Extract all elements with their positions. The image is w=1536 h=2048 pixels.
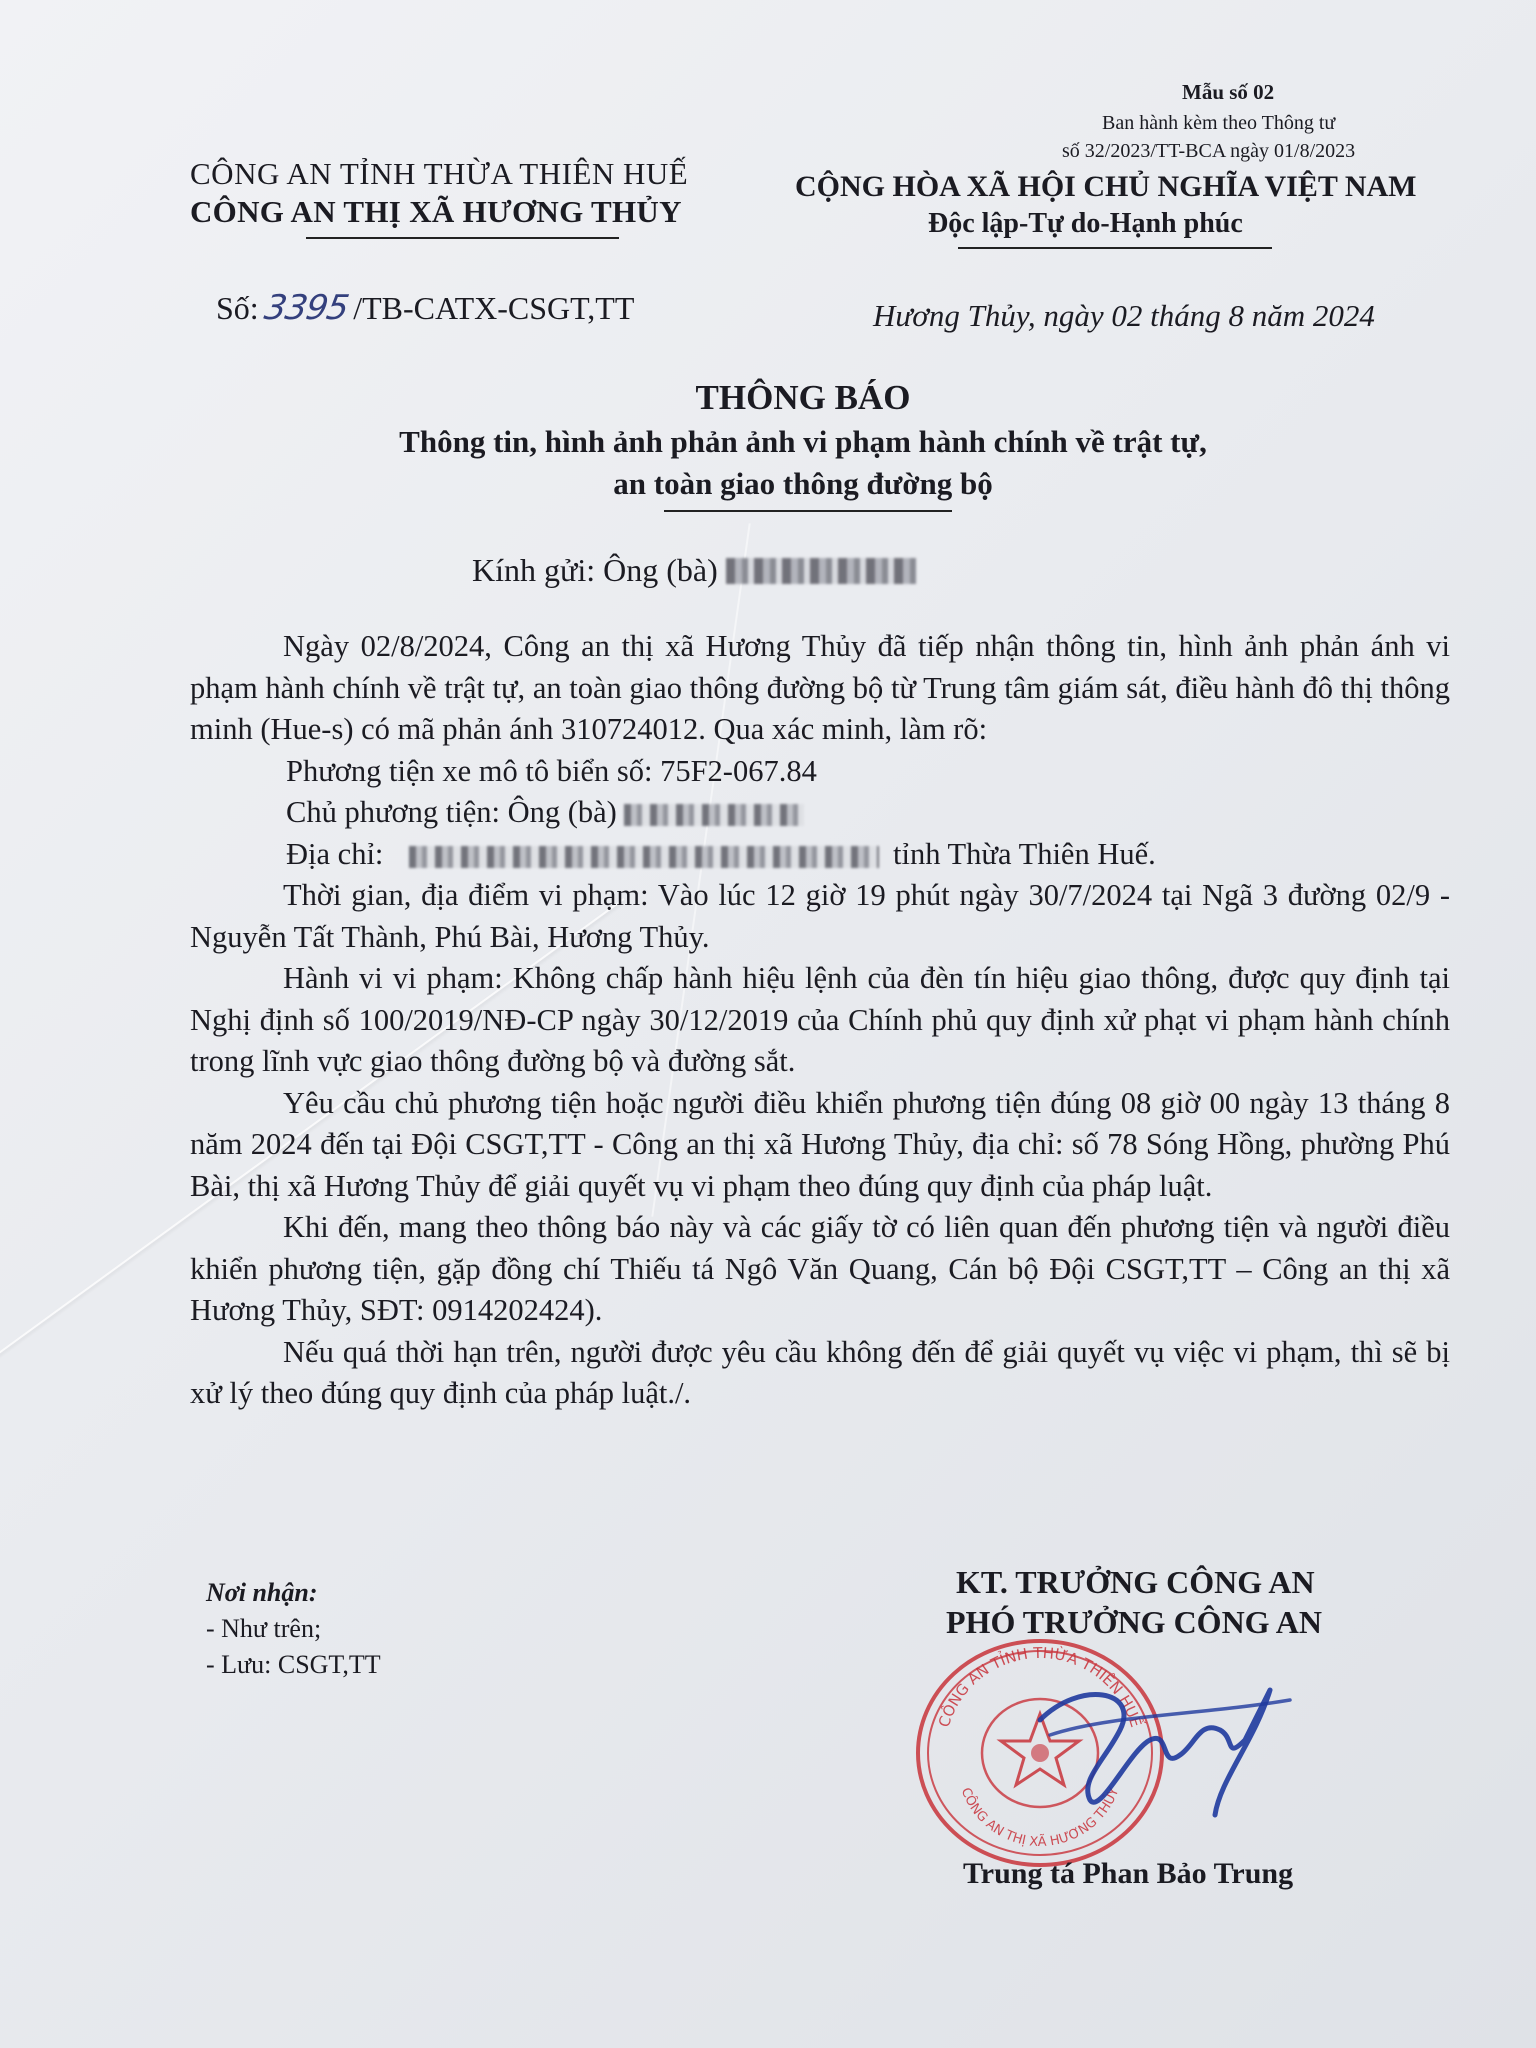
document-number	[216, 288, 634, 328]
motto-underline	[958, 247, 1272, 249]
national-title: CỘNG HÒA XÃ HỘI CHỦ NGHĨA VIỆT NAM	[795, 170, 1417, 203]
place-date: Hương Thủy, ngày 02 tháng 8 năm 2024	[873, 298, 1375, 333]
handwritten-signature	[1020, 1660, 1310, 1830]
document-number-prefix: Số:	[216, 290, 259, 326]
intro-paragraph: Ngày 02/8/2024, Công an thị xã Hương Thủy đã tiếp nhận thông tin, hình ảnh phản ánh vi phạm hành chính về trật tự, an toàn giao thông đường bộ từ Trung tâm giám sát, điều hành đô thị thông minh (Hue-s) có mã phản ánh 310724012. Qua xác minh, làm rõ:	[190, 629, 1450, 746]
body-text	[190, 626, 1450, 1415]
stamp-bottom-text: CÔNG AN THỊ XÃ HƯƠNG THỦY	[957, 1785, 1123, 1851]
recipients-item: - Lưu: CSGT,TT	[206, 1650, 381, 1679]
national-motto: Độc lập-Tự do-Hạnh phúc	[928, 208, 1243, 239]
signer-name: Trung tá Phan Bảo Trung	[963, 1857, 1294, 1890]
redacted-owner	[624, 804, 804, 826]
signer-title: KT. TRƯỞNG CÔNG AN	[956, 1564, 1315, 1600]
owner-line	[190, 792, 1450, 834]
agency-underline	[306, 237, 619, 239]
document-subtitle-line2: an toàn giao thông đường bộ	[613, 466, 993, 501]
form-number: Mẫu số 02	[1182, 80, 1275, 104]
document-number-handwritten: 3395	[261, 288, 351, 328]
address-province: tỉnh Thừa Thiên Huế.	[893, 836, 1156, 871]
recipients-label: Nơi nhận:	[206, 1578, 318, 1607]
address-line	[190, 834, 1450, 876]
redacted-name	[726, 558, 916, 584]
request-paragraph: Yêu cầu chủ phương tiện hoặc người điều khiển phương tiện đúng 08 giờ 00 ngày 13 tháng 8 năm 2024 đến tại Đội CSGT,TT - Công an thị xã Hương Thủy, địa chỉ: số 78 Sóng Hồng, phường Phú Bài, thị xã Hương Thủy để giải quyết vụ vi phạm theo đúng quy định của pháp luật.	[190, 1085, 1450, 1203]
bring-documents-paragraph: Khi đến, mang theo thông báo này và các giấy tờ có liên quan đến phương tiện và người điều khiển phương tiện, gặp đồng chí Thiếu tá Ngô Văn Quang, Cán bộ Đội CSGT,TT – Công an thị xã Hương Thủy, SĐT: 0914202424).	[190, 1210, 1450, 1327]
warning-paragraph: Nếu quá thời hạn trên, người được yêu cầu không đến để giải quyết vụ việc vi phạm, thì sẽ bị xử lý theo đúng quy định của pháp luật./.	[190, 1334, 1450, 1410]
parent-agency: CÔNG AN TỈNH THỪA THIÊN HUẾ	[190, 156, 689, 191]
address-label: Địa chỉ:	[286, 836, 384, 871]
redacted-address	[409, 846, 879, 868]
time-place-paragraph: Thời gian, địa điểm vi phạm: Vào lúc 12 giờ 19 phút ngày 30/7/2024 tại Ngã 3 đường 02/9 - Nguyễn Tất Thành, Phú Bài, Hương Thủy.	[190, 878, 1450, 954]
stamp-top-text: CÔNG AN TỈNH THỪA THIÊN HUẾ	[934, 1643, 1146, 1730]
recipient-line	[472, 552, 916, 589]
violation-paragraph: Hành vi vi phạm: Không chấp hành hiệu lệnh của đèn tín hiệu giao thông, được quy định tại Nghị định số 100/2019/NĐ-CP ngày 30/12/2019 của Chính phủ quy định xử phạt vi phạm hành chính trong lĩnh vực giao thông đường bộ và đường sắt.	[190, 961, 1450, 1078]
issuing-agency: CÔNG AN THỊ XÃ HƯƠNG THỦY	[190, 194, 682, 229]
signer-position: PHÓ TRƯỞNG CÔNG AN	[946, 1604, 1323, 1640]
document-title: THÔNG BÁO	[695, 378, 911, 417]
form-issued-line: Ban hành kèm theo Thông tư	[1102, 112, 1336, 134]
title-underline	[664, 510, 952, 512]
form-circular-line: số 32/2023/TT-BCA ngày 01/8/2023	[1062, 140, 1356, 162]
recipient-label: Kính gửi: Ông (bà)	[472, 552, 718, 588]
vehicle-line: Phương tiện xe mô tô biển số: 75F2-067.84	[286, 753, 817, 788]
document-subtitle-line1: Thông tin, hình ảnh phản ảnh vi phạm hành chính về trật tự,	[399, 424, 1207, 459]
document-number-suffix: /TB-CATX-CSGT,TT	[353, 290, 635, 326]
owner-label: Chủ phương tiện: Ông (bà)	[286, 795, 617, 829]
recipients-item: - Như trên;	[206, 1614, 322, 1643]
